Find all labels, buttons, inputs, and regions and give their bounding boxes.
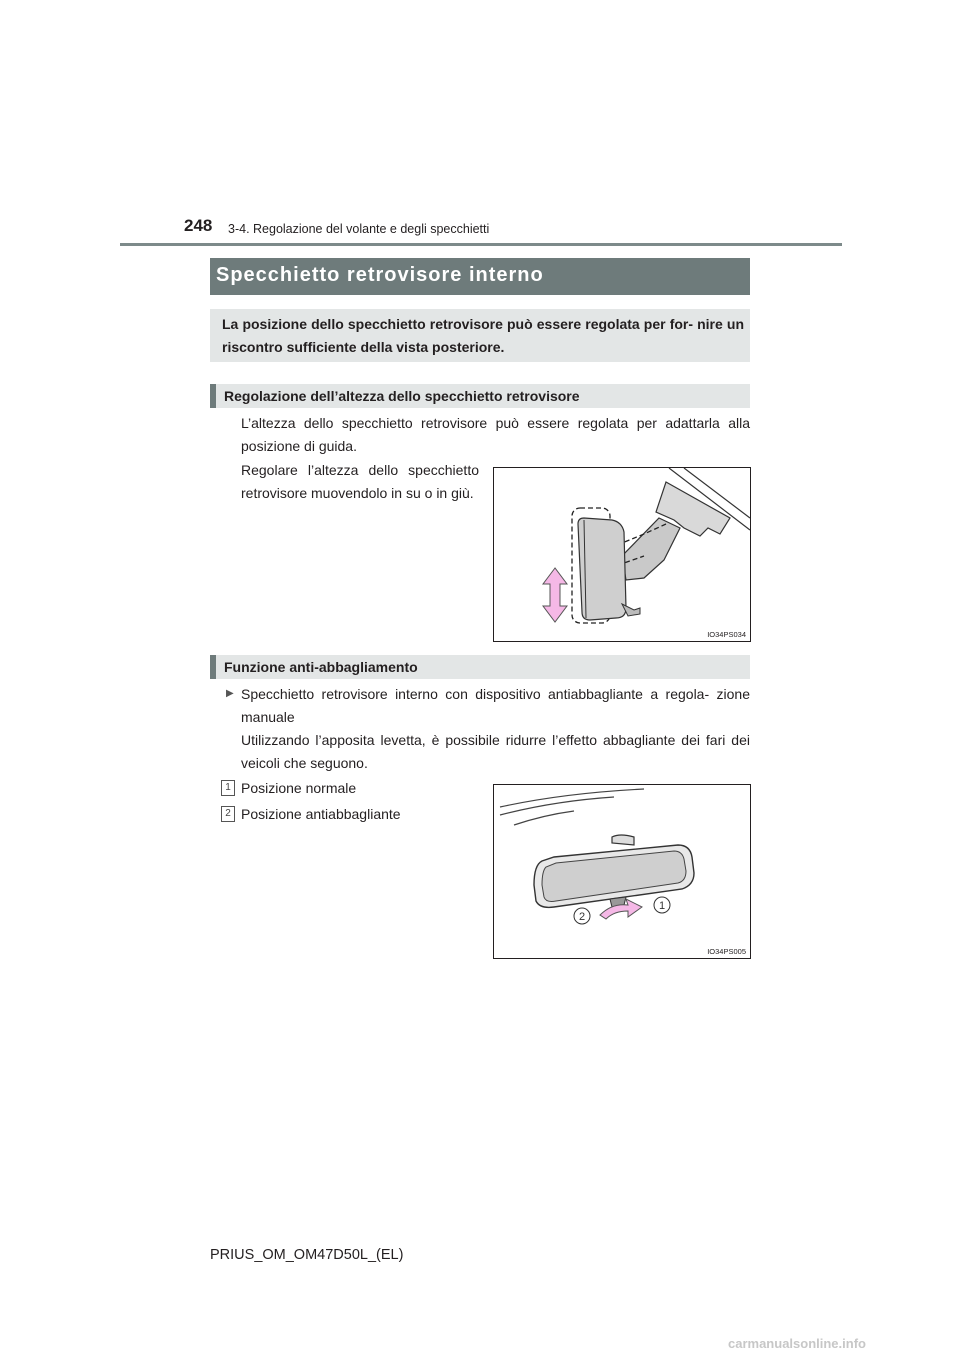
callout-2: 2: [578, 911, 586, 923]
section-heading-antiglare: Funzione anti-abbagliamento: [224, 659, 418, 675]
figure-mirror-height: [493, 467, 751, 642]
height-para-2: Regolare l’altezza dello specchietto retrovisore muovendolo in su o in giù.: [241, 462, 479, 501]
figure-code: IO34PS005: [707, 947, 746, 956]
chapter-heading: 3-4. Regolazione del volante e degli specchietti: [228, 222, 490, 236]
height-para-1: L’altezza dello specchietto retrovisore può essere regolata per adattarla alla posizione di guida.: [241, 415, 750, 454]
figure-code: IO34PS034: [707, 630, 746, 639]
watermark: carmanualsonline.info: [728, 1336, 866, 1351]
mirror-height-illustration: [494, 468, 750, 641]
item-label-1: Posizione normale: [241, 780, 357, 796]
page-title: Specchietto retrovisore interno: [216, 264, 544, 286]
antiglare-para: Utilizzando l’apposita levetta, è possibile ridurre l’effetto abbagliante dei fari dei veicoli che seguono.: [241, 732, 750, 771]
section-accent: [210, 384, 216, 408]
item-number-2: 2: [221, 806, 235, 822]
bullet-text: Specchietto retrovisore interno con dispositivo antiabbagliante a regola- zione manuale: [241, 686, 750, 725]
footer-doc-code: PRIUS_OM_OM47D50L_(EL): [210, 1247, 404, 1263]
mirror-antiglare-illustration: [494, 785, 750, 958]
callout-1: 1: [658, 900, 666, 912]
header-rule: [120, 243, 842, 246]
item-label-2: Posizione antiabbagliante: [241, 806, 401, 822]
up-down-arrow-icon: [543, 568, 567, 622]
section-heading-height: Regolazione dell’altezza dello specchietto retrovisore: [224, 388, 580, 404]
page-number: 248: [184, 216, 213, 235]
intro-text: La posizione dello specchietto retrovisore può essere regolata per for- nire un riscontro sufficiente della vista posteriore.: [222, 316, 744, 355]
item-number-1: 1: [221, 780, 235, 796]
figure-mirror-antiglare: [493, 784, 751, 959]
bullet-triangle-icon: ▶: [226, 688, 234, 699]
section-accent: [210, 655, 216, 679]
